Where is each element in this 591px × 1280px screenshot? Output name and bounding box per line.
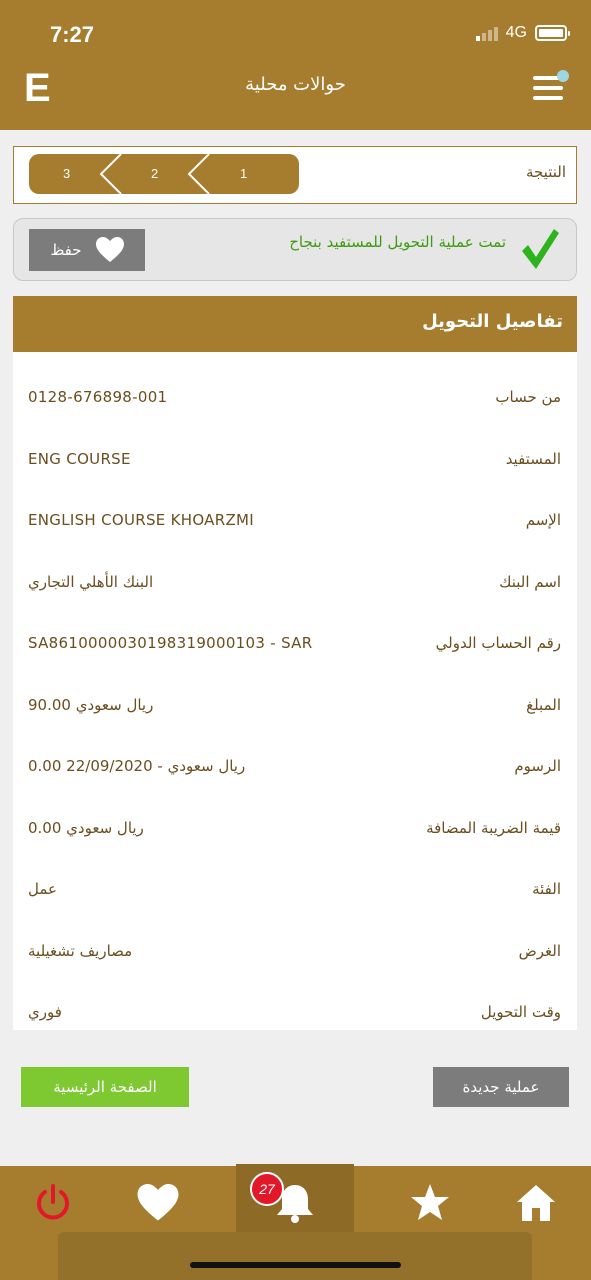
detail-value: البنك الأهلي التجاري: [28, 573, 154, 591]
home-page-button[interactable]: الصفحة الرئيسية: [21, 1067, 189, 1107]
nav-starred[interactable]: [405, 1178, 455, 1228]
detail-value: فوري: [28, 1003, 62, 1021]
detail-label: المستفيد: [505, 450, 561, 468]
detail-label: رقم الحساب الدولي: [435, 634, 561, 652]
nav-favorites[interactable]: [133, 1178, 183, 1228]
progress-stepper: [13, 146, 577, 204]
stepper-track: [29, 154, 299, 194]
detail-row: [13, 485, 577, 547]
detail-row: [13, 608, 577, 670]
notification-dot: [557, 70, 569, 82]
detail-value: 0128-676898-001: [28, 388, 168, 406]
detail-label: المبلغ: [526, 696, 561, 714]
detail-value: عمل: [28, 880, 57, 898]
detail-label: وقت التحويل: [480, 1003, 561, 1021]
heart-icon: [96, 237, 124, 263]
detail-value: ENGLISH COURSE KHOARZMI: [28, 511, 255, 529]
detail-row: [13, 793, 577, 855]
save-button-label: حفظ: [50, 241, 82, 259]
notification-badge: 27: [250, 1172, 284, 1206]
detail-label: الرسوم: [514, 757, 561, 775]
chevron-left-icon: [187, 154, 211, 194]
menu-icon-bar: [533, 86, 563, 90]
detail-value: 0.00 ريال سعودي: [28, 819, 144, 837]
save-button[interactable]: [29, 229, 145, 271]
battery-icon: [535, 25, 567, 41]
detail-row: [13, 977, 577, 1039]
app-logo: E: [24, 66, 51, 110]
step-3: 3: [63, 166, 71, 181]
new-transaction-button[interactable]: عملية جديدة: [433, 1067, 569, 1107]
step-2: 2: [151, 166, 159, 181]
detail-row: [13, 916, 577, 978]
detail-label: الفئة: [532, 880, 561, 898]
detail-row: [13, 362, 577, 424]
step-1: 1: [240, 166, 248, 181]
details-list: [13, 352, 577, 1030]
stepper-label: النتيجة: [525, 163, 566, 181]
detail-value: 90.00 ريال سعودي: [28, 696, 154, 714]
page-title: حوالات محلية: [245, 74, 346, 95]
success-message: تمت عملية التحويل للمستفيد بنجاح: [289, 233, 506, 251]
nav-logout[interactable]: [28, 1178, 78, 1228]
power-icon: [33, 1183, 73, 1223]
home-indicator-area: [58, 1232, 532, 1280]
status-time: 7:27: [50, 22, 95, 47]
detail-row: [13, 854, 577, 916]
menu-icon-bar: [533, 96, 563, 100]
checkmark-icon: [520, 227, 560, 271]
nav-home[interactable]: [511, 1178, 561, 1228]
signal-icon: [476, 25, 498, 41]
home-indicator: [190, 1262, 401, 1268]
home-icon: [515, 1183, 557, 1223]
success-banner: [13, 218, 577, 281]
detail-label: الغرض: [518, 942, 561, 960]
heart-icon: [137, 1184, 179, 1222]
detail-row: [13, 424, 577, 486]
network-type: 4G: [505, 24, 527, 41]
detail-value: SA8610000030198319000103 - SAR: [28, 634, 313, 652]
app-header: [0, 0, 591, 130]
star-icon: [409, 1182, 451, 1224]
detail-row: [13, 670, 577, 732]
detail-value: 0.00 ريال سعودي - 22/09/2020: [28, 757, 246, 775]
details-header: [13, 296, 577, 352]
detail-label: اسم البنك: [499, 573, 561, 591]
detail-row: [13, 547, 577, 609]
detail-row: [13, 731, 577, 793]
detail-label: الإسم: [525, 511, 561, 529]
detail-value: ENG COURSE: [28, 450, 131, 468]
details-title: تفاصيل التحويل: [422, 311, 563, 332]
detail-label: من حساب: [495, 388, 561, 406]
status-indicators: [476, 24, 567, 42]
detail-value: مصاريف تشغيلية: [28, 942, 133, 960]
detail-label: قيمة الضريبة المضافة: [426, 819, 561, 837]
chevron-left-icon: [99, 154, 123, 194]
